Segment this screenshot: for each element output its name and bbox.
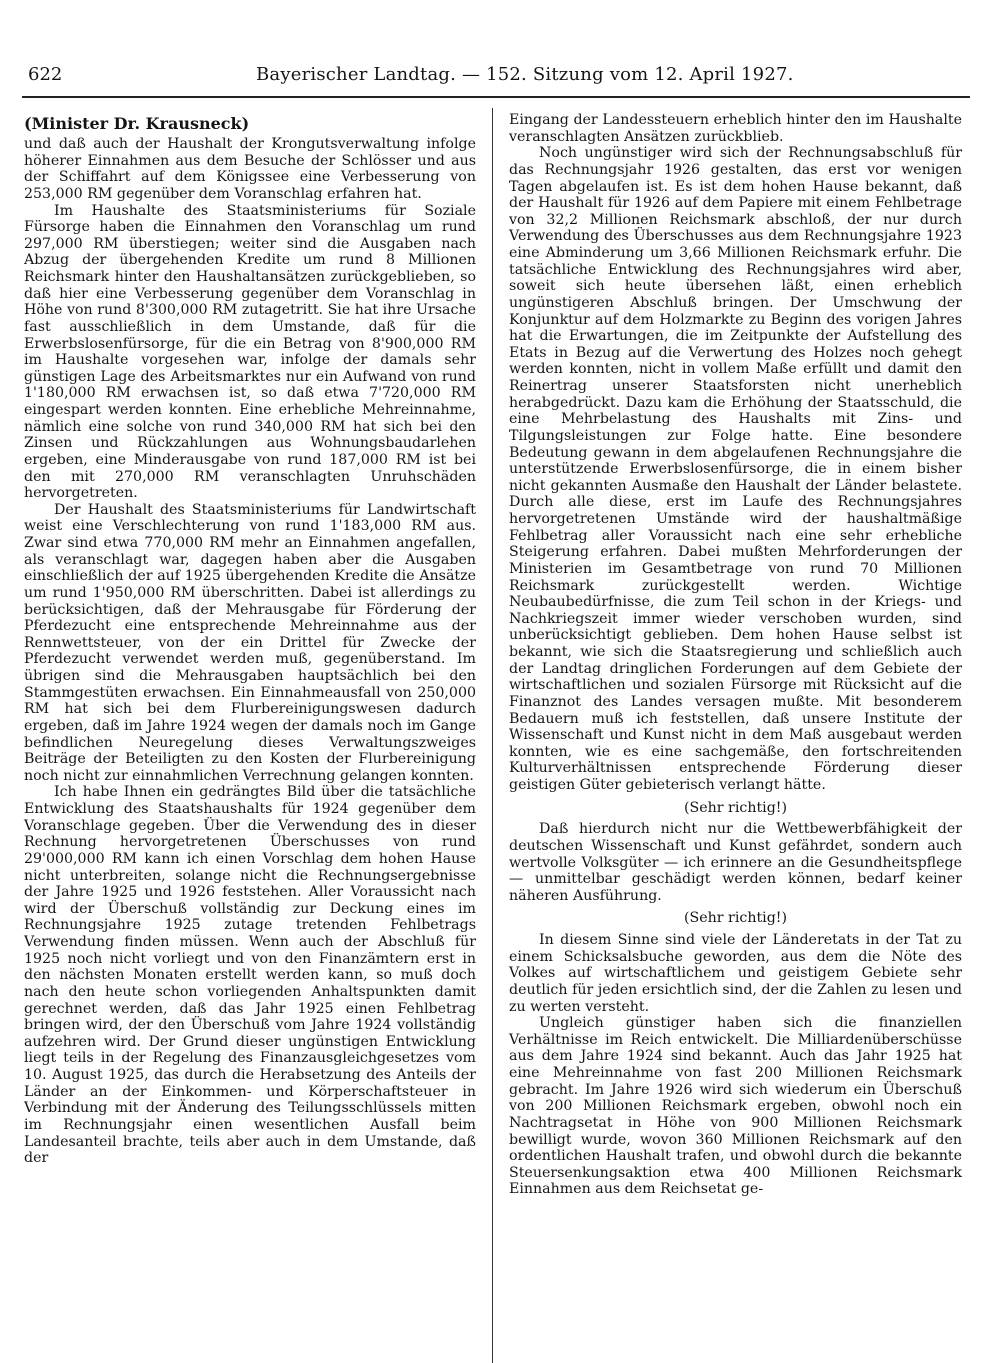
page-header [28, 58, 970, 98]
paragraph: Ich habe Ihnen ein gedrängtes Bild über die tatsächliche Entwicklung des Staatshaushalts für 1924 gegenüber dem Voranschlage gegeben. Über die Verwendung des in dieser Rechnung hervorgetretenen Überschusses von rund 29'000,000 RM kann ich einen Vorschlag dem hohen Hause nicht unterbreiten, solange nicht die Rechnungsergebnisse der Jahre 1925 und 1926 feststehen. Aller Voraussicht nach wird der Überschuß vollständig zur Deckung eines im Rechnungsjahre 1925 zutage tretenden Fehlbetrags Verwendung finden müssen. Wenn auch der Abschluß für 1925 noch nicht vorliegt und von den Finanzämtern erst in den nächsten Monaten erstellt werden kann, so muß doch nach den heute schon vorliegenden Anhaltspunkten damit gerechnet werden, daß das Jahr 1925 einen Fehlbetrag bringen wird, der den Überschuß vom Jahre 1924 vollständig aufzehren wird. Der Grund dieser ungünstigen Entwicklung liegt teils in der Regelung des Finanzausgleichgesetzes vom 10. August 1925, das durch die Herabsetzung des Anteils der Länder an der Einkommen- und Körperschaftsteuer in Verbindung mit der Änderung des Teilungsschlüssels mitten im Rechnungsjahr einen wesentlichen Ausfall beim Landesanteil brachte, teils aber auch in dem Umstande, daß der [24, 784, 476, 1167]
paragraph: Ungleich günstiger haben sich die finanziellen Verhältnisse im Reich entwickelt. Die Milliardenüberschüsse aus dem Jahre 1924 sind bekannt. Auch das Jahr 1925 hat eine Mehreinnahme von fast 200 Millionen Reichsmark gebracht. Im Jahre 1926 wird sich wiederum ein Überschuß von 200 Millionen Reichsmark ergeben, obwohl noch ein Nachtragsetat in Höhe von 900 Millionen Reichsmark bewilligt wurde, wovon 360 Millionen Reichsmark auf den ordentlichen Haushalt trafen, und obwohl durch die bekannte Steuersenkungsaktion etwa 400 Millionen Reichsmark Einnahmen aus dem Reichsetat ge- [509, 1015, 962, 1198]
paragraph: Im Haushalte des Staatsministeriums für Soziale Fürsorge haben die Einnahmen den Voranschlag um rund 297,000 RM überstiegen; weiter sind die Ausgaben nach Abzug der übergehenden Kredite um rund 8 Millionen Reichsmark hinter den Haushaltansätzen zurückgeblieben, so daß hier eine Verbesserung gegenüber dem Voranschlag in Höhe von rund 8'300,000 RM zutagetritt. Sie hat ihre Ursache fast ausschließlich in dem Umstande, daß für die Erwerbslosenfürsorge, für die ein Betrag von 8'900,000 RM im Haushalte vorgesehen war, infolge der damals sehr günstigen Lage des Arbeitsmarktes nur ein Aufwand von rund 1'180,000 RM erwachsen ist, so daß etwa 7'720,000 RM eingespart werden konnten. Eine erhebliche Mehreinnahme, nämlich eine solche von rund 340,000 RM hat sich bei den Zinsen und Rückzahlungen aus Wohnungsbaudarlehen ergeben, eine Minderausgabe von rund 187,000 RM ist bei den mit 270,000 RM veranschlagten Unruhschäden hervorgetreten. [24, 202, 476, 502]
right-column [509, 112, 962, 1363]
interjection: (Sehr richtig!) [683, 910, 788, 927]
paragraph: Eingang der Landessteuern erheblich hinter den im Haushalte veranschlagten Ansätzen zurückblieb. [509, 112, 962, 145]
interjection: (Sehr richtig!) [683, 799, 788, 816]
left-column [24, 112, 476, 1363]
paragraph: Daß hierdurch nicht nur die Wettbewerbfähigkeit der deutschen Wissenschaft und Kunst gefährdet, sondern auch wertvolle Volksgüter — ich erinnere an die Gesundheitspflege — unmittelbar geschädigt werden können, bedarf keiner näheren Ausführung. [509, 821, 962, 904]
paragraph: In diesem Sinne sind viele der Länderetats in der Tat zu einem Schicksalsbuche geworden, aus dem die Nöte des Volkes auf wirtschaftlichem und geistigem Gebiete sehr deutlich für jeden ersichtlich sind, der die Zahlen zu lesen und zu werten versteht. [509, 932, 962, 1015]
header-rule [22, 96, 970, 98]
speaker-label: (Minister Dr. Krausneck) [24, 114, 250, 133]
paragraph: Der Haushalt des Staatsministeriums für Landwirtschaft weist eine Verschlechterung von rund 1'183,000 RM aus. Zwar sind etwa 770,000 RM mehr an Einnahmen angefallen, als veranschlagt war, dagegen haben aber die Ausgaben einschließlich der auf 1925 übergehenden Kredite die Ansätze um rund 1'950,000 RM überschritten. Dabei ist allerdings zu berücksichtigen, daß der Mehrausgabe für Förderung der Pferdezucht eine entsprechende Mehreinnahme aus der Rennwettsteuer, von der ein Drittel für Zwecke der Pferdezucht verwendet werden muß, gegenüberstand. Im übrigen sind die Mehrausgaben hauptsächlich bei den Stammgestüten erwachsen. Ein Einnahmeausfall von 250,000 RM hat sich bei dem Flurbereinigungswesen dadurch ergeben, daß im Jahre 1924 wegen der damals noch im Gange befindlichen Neuregelung dieses Verwaltungszweiges Beiträge der Beteiligten zu den Kosten der Flurbereinigung noch nicht zur einnahmlichen Verrechnung gelangen konnten. [24, 501, 476, 784]
column-separator [492, 108, 493, 1363]
paragraph: und daß auch der Haushalt der Krongutsverwaltung infolge höherer Einnahmen aus dem Besuche der Schlösser und aus der Schiffahrt auf dem Königssee eine Verbesserung von 253,000 RM gegenüber dem Voranschlag erfahren hat. [24, 136, 476, 202]
running-title: Bayerischer Landtag. — 152. Sitzung vom 12. April 1927. [256, 64, 794, 85]
paragraph: Noch ungünstiger wird sich der Rechnungsabschluß für das Rechnungsjahr 1926 gestalten, das erst vor wenigen Tagen abgelaufen ist. Es ist dem hohen Hause bekannt, daß der Haushalt für 1926 auf dem Papiere mit einem Fehlbetrage von 32,2 Millionen Reichsmark abschloß, der nur durch Verwendung des Überschusses aus dem Rechnungsjahre 1923 eine Abminderung um 3,66 Millionen Reichsmark erfuhr. Die tatsächliche Entwicklung des Rechnungsjahres wird aber, soweit sich heute übersehen läßt, einen erheblich ungünstigeren Abschluß bringen. Der Umschwung der Konjunktur auf dem Holzmarkte zu Beginn des vorigen Jahres hat die Erwartungen, die im Zeitpunkte der Aufstellung des Etats in Bezug auf die Verwertung des Holzes noch gehegt werden konnten, nicht in vollem Maße erfüllt und damit den Reinertrag unserer Staatsforsten nicht unerheblich herabgedrückt. Dazu kam die Erhöhung der Staatsschuld, die eine Mehrbelastung des Haushalts mit Zins- und Tilgungsleistungen zur Folge hatte. Eine besondere Bedeutung gewann in dem abgelaufenen Rechnungsjahre die unterstützende Erwerbslosenfürsorge, die in einem bisher nicht gekannten Ausmaße den Haushalt der Länder belastete. Durch alle diese, erst im Laufe des Rechnungsjahres hervorgetretenen Umstände wird der haushaltmäßige Fehlbetrag aller Voraussicht nach eine sehr erhebliche Steigerung erfahren. Dabei mußten Mehrforderungen der Ministerien im Gesamtbetrage von rund 70 Millionen Reichsmark zurückgestellt werden. Wichtige Neubaubedürfnisse, die zum Teil schon in der Kriegs- und Nachkriegszeit immer wieder verschoben wurden, sind unberücksichtigt geblieben. Dem hohen Hause selbst ist bekannt, wie sich die Staatsregierung und schließlich auch der Landtag dringlichen Forderungen auf dem Gebiete der wirtschaftlichen und sozialen Fürsorge mit Rücksicht auf die Finanznot des Landes versagen mußte. Mit besonderem Bedauern muß ich feststellen, daß unsere Institute der Wissenschaft und Kunst nicht in dem Maß ausgebaut werden konnten, wie es eine sachgemäße, den fortschreitenden Kulturverhältnissen entsprechende Förderung dieser geistigen Güter gebieterisch verlangt hätte. [509, 145, 962, 793]
page-number: 622 [28, 64, 63, 85]
